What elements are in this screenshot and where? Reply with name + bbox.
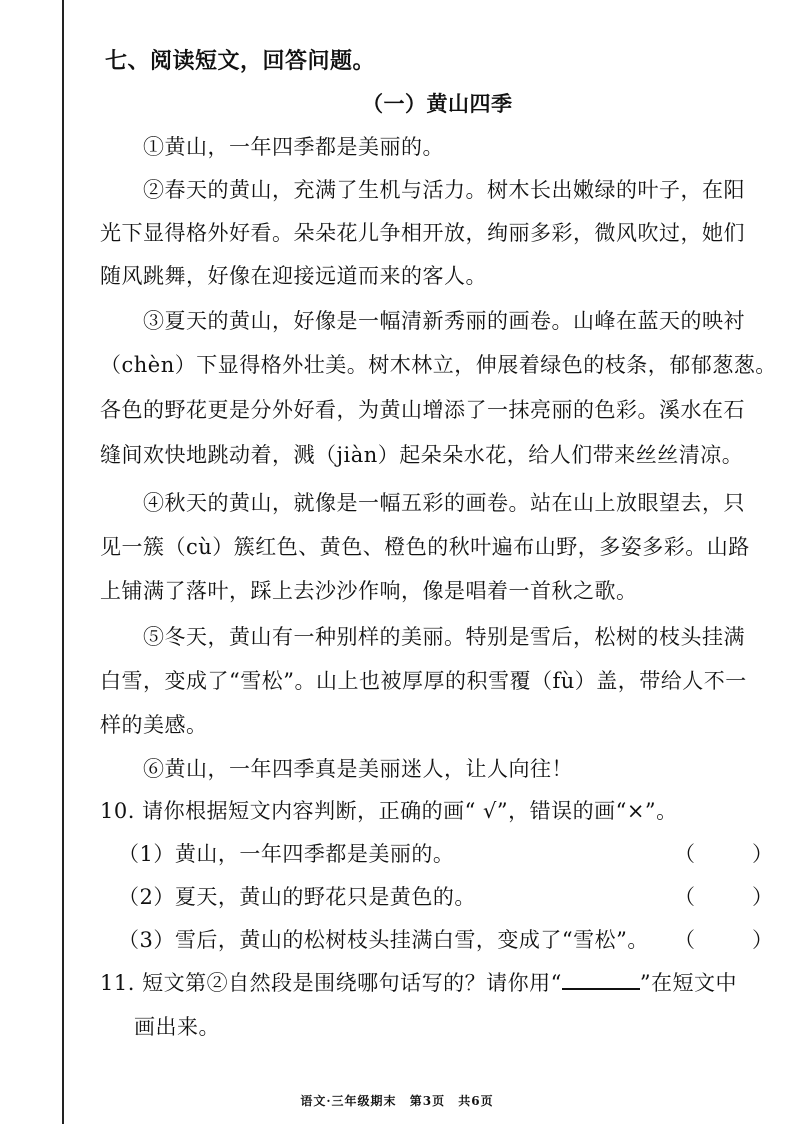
question-11-line2: 画出来。	[134, 1015, 220, 1039]
paragraph-3-line: 各色的野花更是分外好看，为黄山增添了一抹亮丽的色彩。溪水在石	[100, 398, 745, 422]
paragraph-3-line: 缝间欢快地跳动着，溅（jiàn）起朵朵水花，给人们带来丝丝清凉。	[100, 443, 744, 467]
answer-paren-open: （	[674, 842, 695, 866]
page-footer	[0, 1092, 794, 1109]
underline-blank	[562, 970, 640, 990]
question-10-item-3: （3）雪后，黄山的松树枝头挂满白雪，变成了“雪松”。	[118, 928, 649, 952]
question-10-item-2: （2）夏天，黄山的野花只是黄色的。	[118, 885, 476, 909]
paragraph-5-line: 样的美感。	[100, 713, 208, 737]
paragraph-3-line: ③夏天的黄山，好像是一幅清新秀丽的画卷。山峰在蓝天的映衬	[143, 309, 745, 333]
paragraph-4-line: 上铺满了落叶，踩上去沙沙作响，像是唱着一首秋之歌。	[100, 579, 638, 603]
paragraph-5-line: ⑤冬天，黄山有一种别样的美丽。特别是雪后，松树的枝头挂满	[143, 625, 745, 649]
answer-paren-close: ）	[752, 885, 773, 909]
footer-total-pages: 共6页	[458, 1094, 494, 1108]
paragraph-2-line: 光下显得格外好看。朵朵花儿争相开放，绚丽多彩，微风吹过，她们	[100, 221, 745, 245]
question-11-stem	[100, 968, 737, 998]
question-10-item-1: （1）黄山，一年四季都是美丽的。	[118, 842, 455, 866]
question-10-stem: 10. 请你根据短文内容判断，正确的画“ √”，错误的画“×”。	[100, 799, 678, 823]
answer-paren-close: ）	[752, 928, 773, 952]
paragraph-5-line: 白雪，变成了“雪松”。山上也被厚厚的积雪覆（fù）盖，带给人不一	[100, 669, 747, 693]
paragraph-4-line: ④秋天的黄山，就像是一幅五彩的画卷。站在山上放眼望去，只	[143, 491, 745, 515]
answer-paren-open: （	[674, 928, 695, 952]
answer-paren-open: （	[674, 885, 695, 909]
section-title: 七、阅读短文，回答问题。	[105, 48, 376, 74]
paragraph-1-line: ①黄山，一年四季都是美丽的。	[143, 135, 444, 159]
footer-subject: 语文·三年级期末	[300, 1094, 397, 1108]
question-11-stem-part1: 11. 短文第②自然段是围绕哪句话写的？请你用“	[100, 971, 562, 995]
paragraph-6-line: ⑥黄山，一年四季真是美丽迷人，让人向往！	[143, 757, 573, 781]
paragraph-2-line: ②春天的黄山，充满了生机与活力。树木长出嫩绿的叶子，在阳	[143, 178, 745, 202]
paragraph-3-line: （chèn）下显得格外壮美。树木林立，伸展着绿色的枝条，郁郁葱葱。	[100, 353, 777, 377]
answer-paren-close: ）	[752, 842, 773, 866]
passage-title: （一）黄山四季	[362, 91, 513, 116]
question-11-stem-part2: ”在短文中	[639, 971, 738, 995]
paragraph-4-line: 见一簇（cù）簇红色、黄色、橙色的秋叶遍布山野，多姿多彩。山路	[100, 535, 750, 559]
paragraph-2-line: 随风跳舞，好像在迎接远道而来的客人。	[100, 264, 487, 288]
footer-page-number: 第3页	[409, 1094, 446, 1108]
